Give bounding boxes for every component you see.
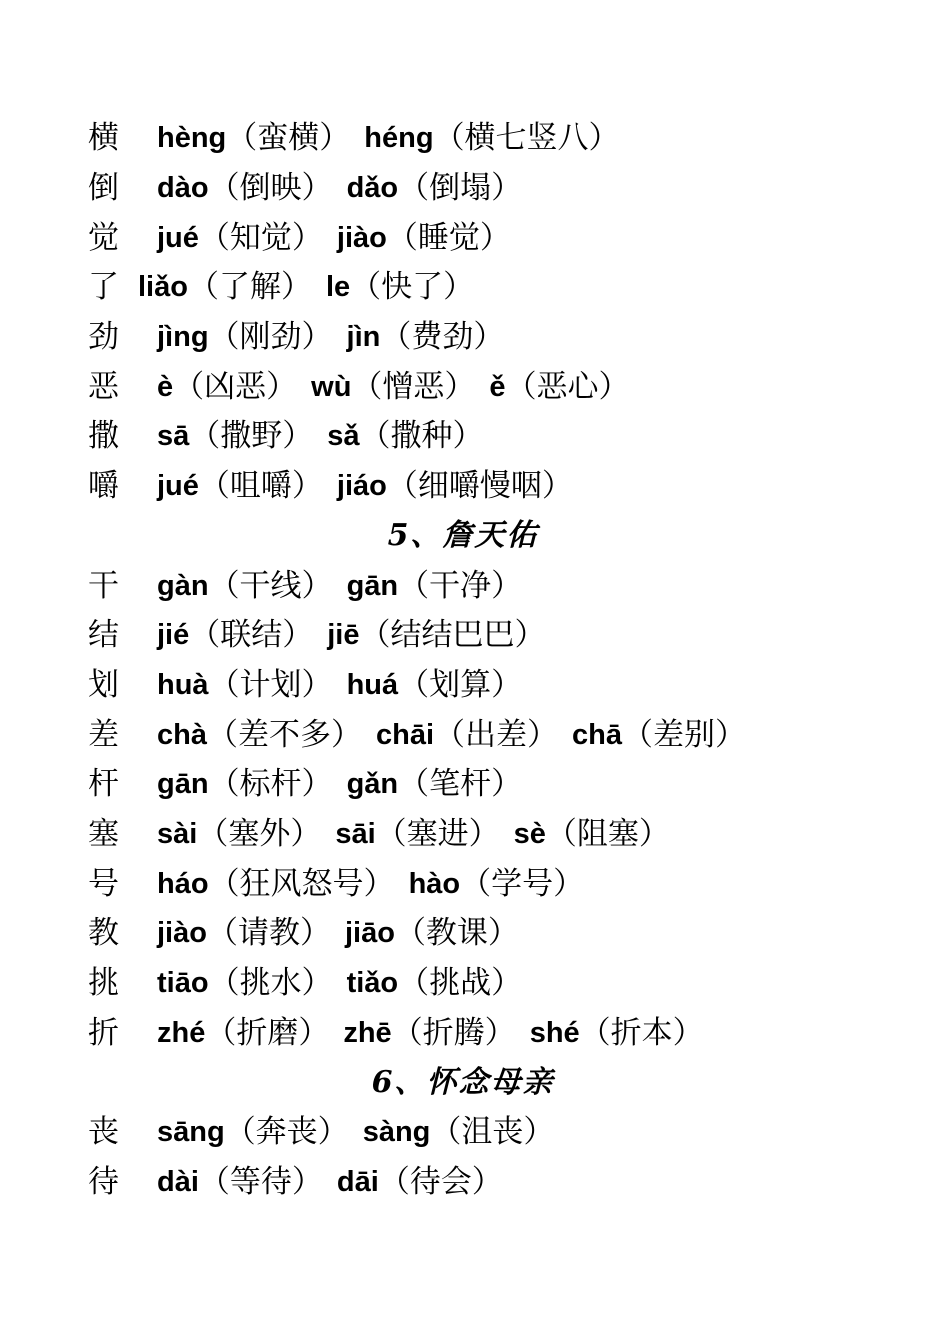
example-word: （知觉） — [198, 219, 323, 256]
entry-character: 划 — [88, 666, 119, 703]
polyphone-entry — [88, 362, 908, 412]
entry-character: 干 — [88, 567, 119, 604]
example-word: （差别） — [622, 716, 746, 753]
example-word: （塞进） — [375, 815, 500, 852]
reading-group — [157, 1114, 349, 1151]
reading-group — [325, 269, 475, 306]
reading-group — [157, 418, 314, 455]
entry-character: 差 — [88, 716, 119, 753]
example-word: （横七竖八） — [433, 120, 620, 157]
polyphone-entry — [88, 710, 908, 760]
pinyin-reading: ě — [489, 370, 506, 403]
reading-group — [157, 965, 333, 1002]
pinyin-reading: jié — [157, 619, 190, 652]
entry-character: 结 — [88, 617, 119, 654]
entry-character: 号 — [88, 865, 119, 902]
example-word: （联结） — [189, 617, 314, 654]
reading-group — [346, 766, 523, 803]
example-word: （划算） — [398, 666, 523, 703]
example-word: （挑水） — [208, 965, 333, 1002]
pinyin-reading: è — [157, 370, 174, 403]
entry-character: 倒 — [88, 170, 119, 207]
example-word: （倒塌） — [398, 170, 523, 207]
reading-group — [346, 567, 523, 604]
reading-group — [327, 617, 546, 654]
pinyin-reading: hào — [408, 867, 461, 900]
pinyin-reading: dào — [157, 172, 209, 205]
reading-group — [157, 1014, 330, 1051]
pinyin-reading: wù — [311, 370, 352, 403]
example-word: （请教） — [206, 915, 331, 952]
polyphone-entry — [88, 412, 908, 462]
reading-group — [335, 815, 500, 852]
reading-group — [346, 170, 523, 207]
example-word: （出差） — [434, 716, 559, 753]
reading-group — [157, 766, 333, 803]
polyphone-entry — [88, 213, 908, 263]
reading-group — [336, 468, 573, 505]
pinyin-reading: chà — [157, 718, 207, 751]
reading-group — [157, 815, 322, 852]
entry-character: 了 — [88, 269, 119, 306]
entry-character: 横 — [88, 120, 119, 157]
example-word: （学号） — [460, 865, 585, 902]
reading-group — [157, 120, 351, 157]
entry-character: 塞 — [88, 815, 119, 852]
polyphone-entry — [88, 1108, 908, 1158]
example-word: （等待） — [198, 1163, 323, 1200]
pinyin-reading: sāi — [335, 817, 376, 850]
document-page — [88, 114, 908, 1207]
polyphone-entry — [88, 263, 908, 313]
polyphone-entry — [88, 959, 908, 1009]
example-word: （教课） — [394, 915, 519, 952]
pinyin-reading: háo — [157, 867, 209, 900]
polyphone-entry — [88, 462, 908, 512]
pinyin-reading: dài — [157, 1165, 199, 1198]
section-heading-row — [88, 512, 908, 562]
example-word: （睡觉） — [386, 219, 511, 256]
example-word: （阻塞） — [545, 815, 670, 852]
reading-group — [344, 915, 519, 952]
pinyin-reading: le — [325, 271, 351, 304]
pinyin-reading: chāi — [375, 718, 435, 751]
reading-group — [346, 666, 523, 703]
example-word: （凶恶） — [173, 368, 298, 405]
reading-group — [157, 468, 323, 505]
pinyin-reading: jìng — [157, 321, 209, 354]
example-word: （恶心） — [505, 368, 630, 405]
pinyin-reading: sāng — [157, 1116, 225, 1149]
example-word: （塞外） — [197, 815, 322, 852]
reading-group — [362, 1114, 555, 1151]
example-word: （折腾） — [391, 1014, 516, 1051]
polyphone-entry — [88, 313, 908, 363]
reading-group — [157, 716, 362, 753]
reading-group — [157, 319, 333, 356]
pinyin-reading: sài — [157, 817, 198, 850]
pinyin-reading: sǎ — [327, 420, 360, 453]
reading-group — [157, 219, 323, 256]
pinyin-reading: sàng — [362, 1116, 431, 1149]
reading-group — [336, 219, 511, 256]
pinyin-reading: jiáo — [336, 470, 387, 503]
reading-group — [157, 617, 314, 654]
pinyin-reading: sè — [513, 817, 546, 850]
entry-character: 教 — [88, 915, 119, 952]
example-word: （狂风怒号） — [208, 865, 395, 902]
polyphone-entry — [88, 611, 908, 661]
reading-group — [157, 915, 331, 952]
reading-group — [346, 319, 505, 356]
polyphone-entry — [88, 164, 908, 214]
example-word: （奔丧） — [224, 1114, 349, 1151]
example-word: （待会） — [378, 1163, 503, 1200]
reading-group — [513, 815, 670, 852]
reading-group — [157, 170, 333, 207]
entry-character: 丧 — [88, 1114, 119, 1151]
example-word: （撒种） — [359, 418, 484, 455]
reading-group — [572, 716, 746, 753]
pinyin-reading: sā — [157, 420, 190, 453]
reading-group — [408, 865, 585, 902]
polyphone-entry — [88, 909, 908, 959]
entry-character: 嚼 — [88, 468, 119, 505]
polyphone-entry — [88, 1008, 908, 1058]
entry-character: 觉 — [88, 219, 119, 256]
pinyin-reading: hèng — [157, 122, 227, 155]
polyphone-entry — [88, 810, 908, 860]
reading-group — [529, 1014, 704, 1051]
example-word: （憎恶） — [351, 368, 476, 405]
example-word: （折磨） — [205, 1014, 330, 1051]
pinyin-reading: gān — [157, 768, 209, 801]
pinyin-reading: héng — [364, 122, 434, 155]
entry-character: 恶 — [88, 368, 119, 405]
section-heading-row — [88, 1058, 908, 1108]
reading-group — [157, 567, 333, 604]
reading-group — [375, 716, 559, 753]
example-word: （干净） — [398, 567, 523, 604]
pinyin-reading: gǎn — [346, 768, 399, 801]
reading-group — [311, 368, 476, 405]
example-word: （差不多） — [206, 716, 362, 753]
reading-group — [157, 666, 333, 703]
pinyin-reading: zhē — [343, 1016, 392, 1049]
pinyin-reading: gàn — [157, 569, 209, 602]
pinyin-reading: jiāo — [344, 917, 395, 950]
pinyin-reading: jiào — [336, 221, 387, 254]
pinyin-reading: huà — [157, 668, 209, 701]
pinyin-reading: chā — [572, 718, 622, 751]
entry-character: 杆 — [88, 766, 119, 803]
example-word: （咀嚼） — [198, 468, 323, 505]
example-word: （快了） — [350, 269, 475, 306]
polyphone-entry — [88, 661, 908, 711]
pinyin-reading: shé — [529, 1016, 580, 1049]
pinyin-reading: jiào — [157, 917, 207, 950]
pinyin-reading: liǎo — [138, 271, 188, 304]
entry-character: 待 — [88, 1163, 119, 1200]
reading-group — [336, 1163, 503, 1200]
example-word: （结结巴巴） — [359, 617, 546, 654]
pinyin-reading: zhé — [157, 1016, 206, 1049]
pinyin-reading: jìn — [346, 321, 381, 354]
polyphone-entry — [88, 561, 908, 611]
reading-group — [346, 965, 523, 1002]
example-word: （笔杆） — [398, 766, 523, 803]
example-word: （干线） — [208, 567, 333, 604]
example-word: （倒映） — [208, 170, 333, 207]
polyphone-entry — [88, 1157, 908, 1207]
entry-character: 撒 — [88, 418, 119, 455]
example-word: （折本） — [579, 1014, 704, 1051]
example-word: （沮丧） — [430, 1114, 555, 1151]
reading-group — [343, 1014, 516, 1051]
polyphone-entry — [88, 859, 908, 909]
example-word: （计划） — [208, 666, 333, 703]
entry-character: 挑 — [88, 965, 119, 1002]
polyphone-entry — [88, 760, 908, 810]
pinyin-reading: gān — [346, 569, 399, 602]
pinyin-reading: jué — [157, 470, 199, 503]
pinyin-reading: jiē — [327, 619, 360, 652]
reading-group — [157, 1163, 323, 1200]
reading-group — [364, 120, 620, 157]
reading-group — [157, 368, 298, 405]
polyphone-entry — [88, 114, 908, 164]
example-word: （细嚼慢咽） — [386, 468, 573, 505]
example-word: （撒野） — [189, 418, 314, 455]
example-word: （费劲） — [380, 319, 505, 356]
pinyin-reading: dǎo — [346, 172, 399, 205]
pinyin-reading: tiǎo — [346, 967, 399, 1000]
pinyin-reading: tiāo — [157, 967, 209, 1000]
reading-group — [489, 368, 630, 405]
pinyin-reading: jué — [157, 221, 199, 254]
reading-group — [327, 418, 484, 455]
example-word: （挑战） — [398, 965, 523, 1002]
example-word: （蛮横） — [226, 120, 351, 157]
section-heading: 6、怀念母亲 — [371, 1064, 555, 1100]
pinyin-reading: huá — [346, 668, 399, 701]
entry-character: 折 — [88, 1014, 119, 1051]
reading-group — [138, 269, 312, 306]
section-heading: 5、詹天佑 — [387, 518, 539, 554]
example-word: （刚劲） — [208, 319, 333, 356]
entry-character: 劲 — [88, 319, 119, 356]
example-word: （标杆） — [208, 766, 333, 803]
reading-group — [157, 865, 395, 902]
pinyin-reading: dāi — [336, 1165, 379, 1198]
example-word: （了解） — [187, 269, 312, 306]
